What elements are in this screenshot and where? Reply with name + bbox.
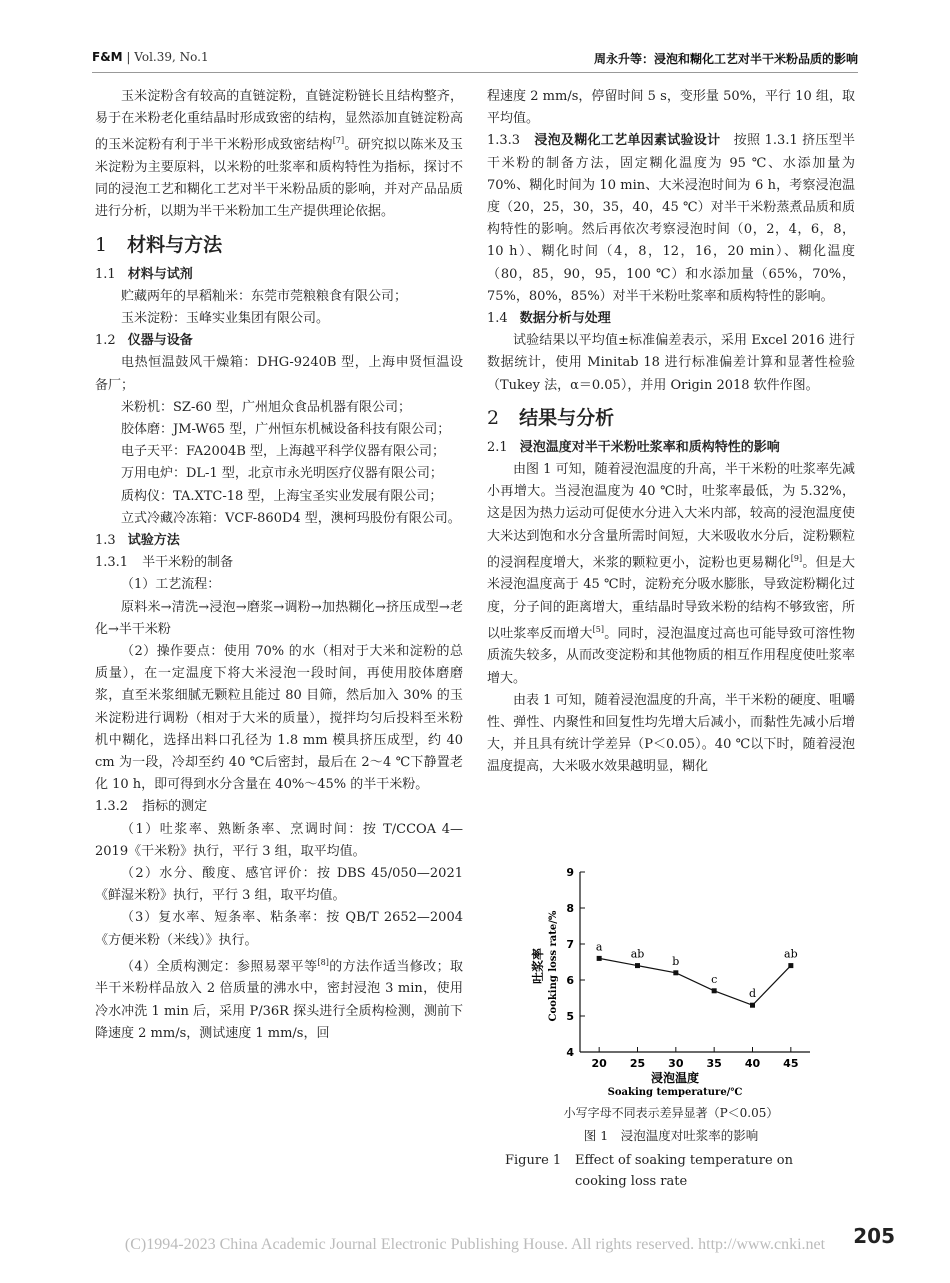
equipment-item: 万用电炉：DL-1 型，北京市永光明医疗仪器有限公司； <box>121 466 443 482</box>
x-tick-label: 35 <box>706 1057 722 1070</box>
equipment-item: 质构仪：TA.XTC-18 型，上海宝圣实业发展有限公司； <box>121 488 443 504</box>
section-1-2-heading: 1.2 仪器与设备 <box>95 333 193 349</box>
data-point <box>673 970 678 975</box>
citation[interactable]: [5] <box>592 624 605 634</box>
equipment-item: 电子天平：FA2004B 型，上海越平科学仪器有限公司； <box>121 444 446 460</box>
running-header-left: F&M | Vol.39, No.1 <box>92 50 209 64</box>
data-point <box>597 956 602 961</box>
section-1-3-2-heading: 1.3.2 指标的测定 <box>95 799 208 815</box>
process-flow: 原料米→清洗→浸泡→磨浆→调粉→加热糊化→挤压成型→老化→半干米粉 <box>95 599 463 637</box>
y-axis-label-en: Cooking loss rate/% <box>548 910 559 1022</box>
journal-volume: Vol.39, No.1 <box>134 50 209 64</box>
equipment-item: 电热恒温鼓风干燥箱：DHG-9240B 型，上海申贤恒温设备厂； <box>95 355 463 393</box>
data-label: c <box>711 972 718 986</box>
journal-logo: F&M <box>92 50 123 64</box>
method-item: （4）全质构测定：参照易翠平等[8]的方法作适当修改；取半干米粉样品放入 2 倍质量的沸水中，密封浸泡 3 min，使用冷水冲洗 1 min 后，采用 P/36R 探头进行全质构检测，测前下降速度 2 mm/s，测试速度 1 mm/s，回 <box>95 957 463 1041</box>
data-point <box>712 988 717 993</box>
x-axis-label-en: Soaking temperature/℃ <box>607 1087 743 1098</box>
citation[interactable]: [9] <box>790 553 803 563</box>
data-label: b <box>672 954 680 968</box>
data-point <box>750 1003 755 1008</box>
equipment-item: 米粉机：SZ-60 型，广州旭众食品机器有限公司； <box>121 399 412 415</box>
result-paragraph: 由表 1 可知，随着浸泡温度的升高，半干米粉的硬度、咀嚼性、弹性、内聚性和回复性均先增大后减小，而黏性先减小后增大，并且具有统计学差异（P＜0.05）。40 ℃以下时，随着浸泡温度提高，大米吸水效果越明显，糊化 <box>487 692 855 775</box>
y-axis-label-zh: 吐浆率 <box>531 947 545 985</box>
section-2-heading: 2 结果与分析 <box>487 406 615 429</box>
section-1-3-heading: 1.3 试验方法 <box>95 532 180 548</box>
x-tick-label: 25 <box>629 1057 646 1070</box>
operation-points: （2）操作要点：使用 70% 的水（相对于大米和淀粉的总质量），在一定温度下将大米浸泡一段时间，再使用胶体磨磨浆，直至米浆细腻无颗粒且能过 80 目筛，然后加入 30% 的玉米淀粉进行调粉（相对于大米的质量），搅拌均匀后投料至米粉机中糊化，选择出料口孔径为 1.8 mm 模具挤压成型，约 40 cm 为一段，冷却至约 40 ℃后密封，最后在 2～4 ℃下静置老化 10 h，即可得到水分含量在 40%～45% 的半干米粉。 <box>95 644 463 793</box>
figure-1-chart <box>520 862 820 1112</box>
method-item: （2）水分、酸度、感官评价：按 DBS 45/050—2021《鲜湿米粉》执行，平行 3 组，取平均值。 <box>95 866 463 904</box>
data-label: d <box>748 987 757 1001</box>
y-tick-label: 5 <box>566 1010 574 1023</box>
y-tick-label: 6 <box>566 974 574 987</box>
y-tick-label: 7 <box>566 938 574 951</box>
x-tick-label: 20 <box>591 1057 607 1070</box>
process-title: （1）工艺流程： <box>121 577 221 593</box>
chart-axes <box>566 866 810 1070</box>
result-paragraph: 由图 1 可知，随着浸泡温度的升高，半干米粉的吐浆率先减小再增大。当浸泡温度为 40 ℃时，吐浆率最低，为 5.32%，这是因为热力运动可促使水分进入大米内部，较高的浸泡温度使大米达到饱和水分含量所需时间短，大米吸收水分后，淀粉颗粒的浸润程度增大，米浆的颗粒更小，淀粉也更易糊化[9]。但是大米浸泡温度高于 45 ℃时，淀粉充分吸水膨胀，导致淀粉糊化过度，分子间的距离增大，重结晶时导致米粉的结构不够致密，所以吐浆率反而增大[5]。同时，浸泡温度过高也可能导致可溶性物质流失较多，从而改变淀粉和其他物质的相互作用程度使吐浆率增大。 <box>487 462 855 686</box>
intro-paragraph: 玉米淀粉含有较高的直链淀粉，直链淀粉链长且结构整齐，易于在米粉老化重结晶时形成致密的结构，显然添加直链淀粉高的玉米淀粉有利于半干米粉形成致密结构[7]。研究拟以陈米及玉米淀粉为主要原料，以米粉的吐浆率和质构特性为指标，探讨不同的浸泡工艺和糊化工艺对半干米粉品质的影响，并对产品品质进行分析，以期为半干米粉加工生产提供理论依据。 <box>95 89 463 220</box>
x-tick-label: 40 <box>744 1057 761 1070</box>
section-1-4-heading: 1.4 数据分析与处理 <box>487 311 611 327</box>
right-column <box>487 86 855 779</box>
page-number: 205 <box>853 1224 895 1248</box>
section-1-3-1-heading: 1.3.1 半干米粉的制备 <box>95 555 234 571</box>
running-title: 周永升等：浸泡和糊化工艺对半干米粉品质的影响 <box>593 52 858 66</box>
citation[interactable]: [8] <box>317 957 329 967</box>
data-point <box>788 963 793 968</box>
material-item: 贮藏两年的早稻籼米：东莞市莞粮粮食有限公司； <box>121 288 408 304</box>
equipment-item: 胶体磨：JM-W65 型，广州恒东机械设备科技有限公司； <box>121 421 451 437</box>
x-tick-label: 30 <box>668 1057 684 1070</box>
section-2-1-heading: 2.1 浸泡温度对半干米粉吐浆率和质构特性的影响 <box>487 439 780 455</box>
section-1-heading: 1 材料与方法 <box>95 233 223 256</box>
header-rule <box>92 72 858 73</box>
y-tick-label: 8 <box>566 902 574 915</box>
x-axis-label-zh: 浸泡温度 <box>650 1071 700 1085</box>
section-1-3-3: 1.3.3 浸泡及糊化工艺单因素试验设计 按照 1.3.1 挤压型半干米粉的制备方法，固定糊化温度为 95 ℃、水添加量为 70%、糊化时间为 10 min、大米浸泡时间为 6 h，考察浸泡温度（20，25，30，35，40，45 ℃）对半干米粉蒸煮品质和质构特性的影响。然后再依次考察浸泡时间（0，2，4，6，8，10 h）、糊化时间（4，8，12，16，20 min）、糊化温度（80，85，90，95，100 ℃）和水添加量（65%，70%，75%，80%，85%）对半干米粉吐浆率和质构特性的影响。 <box>487 133 855 304</box>
y-tick-label: 4 <box>566 1046 574 1059</box>
section-1-1-heading: 1.1 材料与试剂 <box>95 266 193 282</box>
continued-paragraph: 程速度 2 mm/s，停留时间 5 s，变形量 50%，平行 10 组，取平均值。 <box>487 89 855 127</box>
figure-caption-en: Figure 1 Effect of soaking temperature on cooking loss rate <box>505 1153 793 1189</box>
figure-caption-zh: 图 1 浸泡温度对吐浆率的影响 <box>583 1128 759 1143</box>
x-tick-label: 45 <box>783 1057 799 1070</box>
citation[interactable]: [7] <box>332 136 345 146</box>
data-analysis-paragraph: 试验结果以平均值±标准偏差表示，采用 Excel 2016 进行数据统计，使用 Minitab 18 进行标准偏差计算和显著性检验（Tukey 法，α＝0.05），并用 Origin 2018 软件作图。 <box>487 333 855 393</box>
material-item: 玉米淀粉：玉峰实业集团有限公司。 <box>121 310 330 326</box>
figure-note: 小写字母不同表示差异显著（P＜0.05） <box>563 1106 779 1120</box>
left-column <box>95 86 463 1045</box>
data-label: a <box>595 940 603 954</box>
series-line <box>599 958 791 1005</box>
data-point <box>635 963 640 968</box>
copyright-watermark: (C)1994-2023 China Academic Journal Electronic Publishing House. All rights reserved. http://www.cnki.net <box>124 1236 826 1253</box>
method-item: （1）吐浆率、熟断条率、烹调时间：按 T/CCOA 4—2019《干米粉》执行，平行 3 组，取平均值。 <box>95 821 463 859</box>
y-tick-label: 9 <box>566 866 574 879</box>
method-item: （3）复水率、短条率、粘条率：按 QB/T 2652—2004《方便米粉（米线）》执行。 <box>95 910 463 948</box>
equipment-item: 立式冷藏冷冻箱：VCF-860D4 型，澳柯玛股份有限公司。 <box>121 510 461 526</box>
data-label: ab <box>630 947 645 961</box>
data-label: ab <box>784 947 798 961</box>
